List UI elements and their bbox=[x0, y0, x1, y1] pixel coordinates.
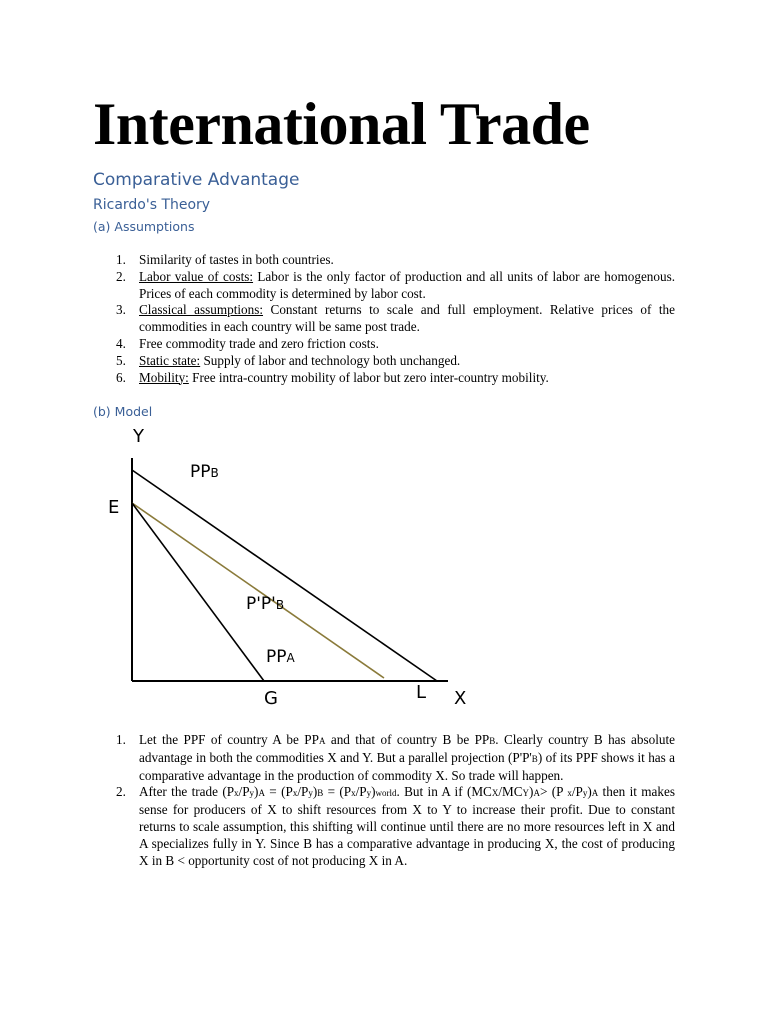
ppf-diagram bbox=[100, 420, 480, 710]
list-item: 5. Static state: Supply of labor and technology both unchanged. bbox=[116, 352, 461, 368]
ppa-label: PPA bbox=[266, 647, 295, 667]
list-item: 4. Free commodity trade and zero friction costs. bbox=[116, 335, 379, 351]
heading-comparative-advantage: Comparative Advantage bbox=[93, 170, 300, 190]
list-item: 2. After the trade (Px/Py)A = (Px/Py)B = (Px/Py)world. But in A if (MCX/MCY)A> (P x/Py)A then it makes sense for producers of X to shift resources from X to Y to increase their profit. Due to constant returns to scale assumption, this shifting will continue until there are no more resources left in X and A specializes fully in Y. Since B has a comparative advantage in producing X, the cost of producing X in B < opportunity cost of not producing X in A. bbox=[116, 784, 675, 868]
assumptions-list bbox=[116, 252, 676, 386]
list-item: 3. Classical assumptions: Constant returns to scale and full employment. Relative prices of the commodities in each country will be same post trade. bbox=[116, 302, 675, 335]
list-item: 1. Let the PPF of country A be PPA and that of country B be PPB. Clearly country B has absolute advantage in both the commodities X and Y. But a parallel projection (P'P'B) of its PPF shows it has a comparative advantage in the production of commodity X. So trade will happen. bbox=[116, 732, 676, 783]
x-axis-label: X bbox=[454, 688, 467, 709]
ppb-label: PPB bbox=[190, 462, 219, 482]
y-axis-label: Y bbox=[133, 426, 144, 447]
heading-ricardos-theory: Ricardo's Theory bbox=[93, 197, 211, 213]
point-l-label: L bbox=[416, 682, 427, 703]
ppb-parallel-line bbox=[132, 503, 384, 678]
list-item: 6. Mobility: Free intra-country mobility of labor but zero inter-country mobility. bbox=[116, 369, 549, 385]
page-title: International Trade bbox=[93, 91, 590, 157]
list-item: 1. Similarity of tastes in both countries. bbox=[116, 252, 334, 267]
ppb-parallel-label: P'P'B bbox=[246, 594, 285, 614]
heading-model: (b) Model bbox=[93, 404, 153, 419]
heading-assumptions: (a) Assumptions bbox=[93, 219, 195, 234]
list-item: 2. Labor value of costs: Labor is the only factor of production and all units of labor are homogenous. Prices of each commodity is determined by labor cost. bbox=[116, 268, 676, 301]
point-g-label: G bbox=[264, 688, 278, 709]
point-e-label: E bbox=[108, 497, 120, 518]
ppa-line bbox=[132, 503, 264, 681]
model-list bbox=[116, 732, 676, 869]
